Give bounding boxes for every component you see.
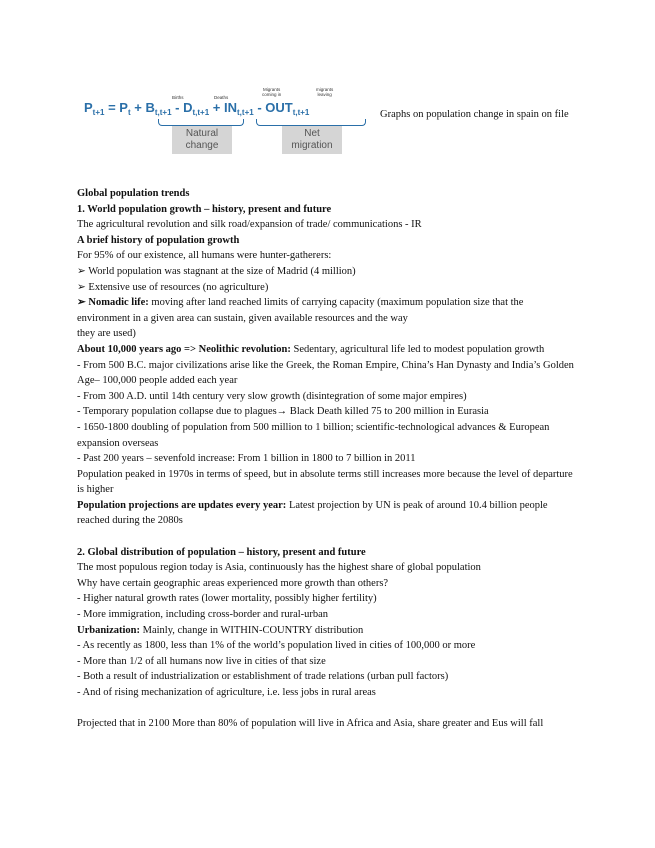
line-text: Projected that in 2100 More than 80% of population will live in Africa and Asia, share greater and Eus will fall [77, 718, 544, 730]
text-line [77, 669, 577, 685]
paragraph-gap [77, 529, 577, 545]
text-line [77, 576, 577, 592]
text-line [77, 654, 577, 670]
equation-subscript: t+1 [92, 108, 105, 117]
line-text: - Higher natural growth rates (lower mortality, possibly higher fertility) [77, 593, 377, 605]
line-text: - As recently as 1800, less than 1% of the world’s population lived in cities of 100,000 or more [77, 640, 476, 652]
line-text: - Both a result of industrialization or establishment of trade relations (urban pull factors) [77, 671, 449, 683]
text-line [77, 248, 577, 264]
line-text: - From 300 A.D. until 14th century very slow growth (disintegration of some major empires) [77, 390, 467, 402]
equation-term: + IN [212, 100, 238, 115]
line-text: - 1650-1800 doubling of population from 500 million to 1 billion; scientific-technological advances & European expansion overseas [77, 421, 550, 449]
population-equation-figure [84, 86, 374, 158]
net-migration-label: Net migration [282, 126, 342, 154]
text-line [77, 420, 577, 451]
line-text: Population peaked in 1970s in terms of speed, but in absolute terms still increases more because the level of departure is higher [77, 468, 573, 496]
text-line [77, 186, 577, 202]
line-text: Mainly, change in WITHIN-COUNTRY distribution [140, 624, 364, 636]
text-line [77, 685, 577, 701]
natural-change-brace [158, 119, 244, 126]
line-text: For 95% of our existence, all humans were hunter-gatherers: [77, 250, 332, 262]
line-text: Latest projection by UN is peak of around 10.4 billion people reached during the 2080s [77, 499, 548, 527]
text-line [77, 498, 577, 529]
migrants-in-annotation: Migrants coming in [262, 87, 282, 97]
text-line [77, 342, 577, 358]
equation-subscript: t,t+1 [292, 108, 310, 117]
line-text: moving after land reached limits of carrying capacity (maximum population size that the environment in a given area can sustain, given available resources and the way [77, 297, 524, 324]
births-annotation: Births [172, 95, 184, 100]
line-text: The agricultural revolution and silk road/expansion of trade/ communications - IR [77, 219, 422, 231]
side-note: Graphs on population change in spain on file [380, 109, 569, 120]
bold-text: 2. Global distribution of population – history, present and future [77, 546, 366, 558]
equation-term: P [84, 100, 93, 115]
text-line [77, 716, 577, 732]
population-equation [84, 100, 309, 117]
line-text: The most populous region today is Asia, continuously has the highest share of global population [77, 562, 481, 574]
text-line [77, 467, 577, 498]
text-line [77, 560, 577, 576]
text-line [77, 545, 577, 561]
net-migration-brace [256, 119, 366, 126]
text-line [77, 404, 577, 420]
text-line [77, 389, 577, 405]
line-text: ➢ Extensive use of resources (no agriculture) [77, 281, 269, 293]
text-line [77, 326, 577, 342]
document-body [77, 186, 577, 732]
paragraph-gap [77, 701, 577, 717]
text-line [77, 202, 577, 218]
bold-text: A brief history of population growth [77, 234, 240, 246]
line-text: - Temporary population collapse due to plagues→ Black Death killed 75 to 200 million in Eurasia [77, 406, 489, 418]
line-text: they are used) [77, 328, 136, 340]
text-line [77, 591, 577, 607]
equation-subscript: t,t+1 [192, 108, 210, 117]
line-text: - Past 200 years – sevenfold increase: From 1 billion in 1800 to 7 billion in 2011 [77, 453, 416, 465]
text-line [77, 623, 577, 639]
bold-text: 1. World population growth – history, present and future [77, 203, 332, 215]
bold-text: ➢ Nomadic life: [77, 297, 149, 309]
text-line [77, 280, 577, 296]
bold-text: About 10,000 years ago => Neolithic revolution: [77, 343, 291, 355]
natural-change-label: Natural change [172, 126, 232, 154]
text-line [77, 638, 577, 654]
text-line [77, 451, 577, 467]
line-text: - More than 1/2 of all humans now live in cities of that size [77, 655, 326, 667]
bold-text: Global population trends [77, 188, 190, 199]
bold-text: Population projections are updates every year: [77, 499, 287, 511]
bold-text: Urbanization: [77, 624, 140, 636]
line-text: Why have certain geographic areas experienced more growth than others? [77, 577, 389, 589]
line-text: - From 500 B.C. major civilizations arise like the Greek, the Roman Empire, China’s Han Dynasty and India’s Golden Age– 100,000 people added each year [77, 359, 574, 387]
line-text: - And of rising mechanization of agriculture, i.e. less jobs in rural areas [77, 687, 376, 698]
equation-term: + B [134, 100, 155, 115]
equation-term: - D [175, 100, 193, 115]
line-text: ➢ World population was stagnant at the size of Madrid (4 million) [77, 265, 356, 277]
equation-term: = P [108, 100, 128, 115]
text-line [77, 233, 577, 249]
line-text: - More immigration, including cross-border and rural-urban [77, 609, 329, 621]
line-text: Sedentary, agricultural life led to modest population growth [290, 343, 545, 355]
text-line [77, 264, 577, 280]
equation-term: - OUT [257, 100, 293, 115]
text-line [77, 295, 577, 326]
equation-subscript: t [127, 108, 131, 117]
equation-subscript: t,t+1 [154, 108, 172, 117]
deaths-annotation: Deaths [214, 95, 229, 100]
migrants-out-annotation: migrants leaving [316, 87, 334, 97]
equation-subscript: t,t+1 [237, 108, 254, 117]
text-line [77, 358, 577, 389]
text-line [77, 217, 577, 233]
text-line [77, 607, 577, 623]
